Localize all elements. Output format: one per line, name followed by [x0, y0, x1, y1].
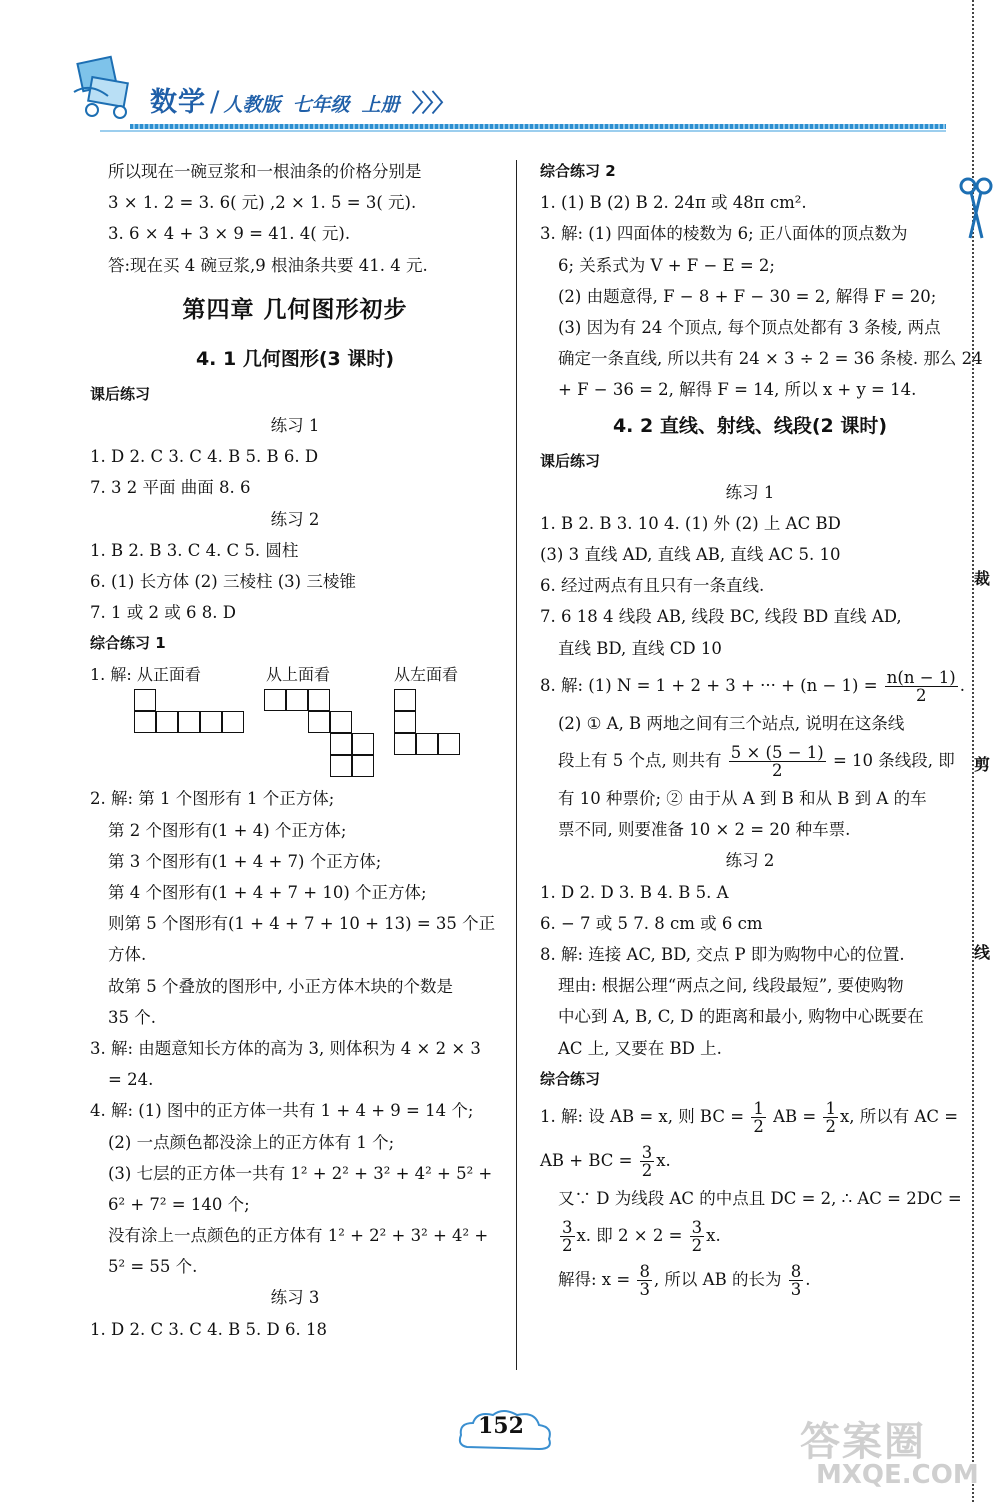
answer-line: 6. (1) 长方体 (2) 三棱柱 (3) 三棱锥	[90, 571, 356, 591]
exercise-heading: 练习 2	[270, 509, 320, 529]
margin-cut-label: 剪	[974, 755, 991, 774]
left-view-label: 从左面看	[394, 665, 459, 685]
fraction-numerator: 3	[641, 1142, 653, 1162]
text-span: x.	[656, 1150, 671, 1170]
header-subject: 数学	[150, 87, 206, 118]
subsection-label: 综合练习 2	[540, 162, 616, 180]
answer-line: (3) 因为有 24 个顶点, 每个顶点处都有 3 条棱, 两点	[558, 317, 941, 337]
exercise-heading: 练习 2	[725, 851, 775, 871]
answer-line: 6; 关系式为 V + F − E = 2;	[558, 255, 775, 275]
fraction	[637, 1263, 652, 1298]
answer-line: 则第 5 个图形有(1 + 4 + 7 + 10 + 13) = 35 个正	[108, 914, 496, 934]
text-span: = 10 条线段, 即	[832, 751, 955, 770]
exercise-heading: 练习 1	[725, 482, 775, 502]
fraction-denominator: 2	[562, 1236, 573, 1256]
answer-line: 第 2 个图形有(1 + 4) 个正方体;	[108, 820, 347, 840]
fraction-denominator: 3	[639, 1280, 650, 1300]
right-column	[540, 156, 983, 1302]
fraction-numerator: 8	[639, 1262, 650, 1282]
watermark: 答案圈	[800, 1419, 926, 1465]
text-span: x.	[706, 1226, 721, 1246]
section-title: 4. 1 几何图形(3 课时)	[195, 347, 395, 370]
answer-line: (3) 七层的正方体一共有 1² + 2² + 3² + 4² + 5² +	[108, 1163, 493, 1183]
fraction-numerator: 3	[562, 1218, 573, 1238]
header-arrows-icon: 〉〉〉	[411, 88, 454, 117]
fraction-denominator: 2	[825, 1116, 836, 1136]
answer-line: 6. − 7 或 5 7. 8 cm 或 6 cm	[540, 913, 763, 933]
fraction	[751, 1100, 766, 1135]
fraction	[690, 1219, 705, 1254]
text-span: , 所以 AB 的长为	[653, 1270, 782, 1290]
subsection-label: 课后练习	[540, 451, 601, 470]
answer-line: 1. (1) B (2) B 2. 24π 或 48π cm².	[540, 193, 807, 213]
answer-line: 票不同, 则要准备 10 × 2 = 20 种车票.	[558, 820, 851, 840]
answer-line: 7. 3 2 平面 曲面 8. 6	[90, 478, 251, 498]
answer-line: 第 4 个图形有(1 + 4 + 7 + 10) 个正方体;	[108, 883, 427, 902]
text-line: 3. 6 × 4 + 3 × 9 = 41. 4( 元).	[108, 224, 351, 244]
text-span: AB =	[773, 1106, 817, 1126]
answer-line: 第 3 个图形有(1 + 4 + 7) 个正方体;	[108, 851, 382, 871]
fraction-denominator: 2	[641, 1160, 653, 1180]
text-line: 答:现在买 4 碗豆浆,9 根油条共要 41. 4 元.	[108, 255, 428, 275]
answer-line	[540, 1214, 960, 1258]
fraction-denominator: 3	[790, 1280, 802, 1300]
margin-cut-label: 线	[974, 943, 991, 962]
text-span: 解得: x =	[558, 1270, 631, 1290]
answer-line: (2) 一点颜色都没涂上的正方体有 1 个;	[108, 1132, 395, 1152]
answer-line	[540, 739, 960, 783]
answer-line: 直线 BD, 直线 CD 10	[558, 638, 722, 658]
fraction-denominator: 2	[691, 1236, 703, 1256]
answer-line: = 24.	[108, 1070, 154, 1090]
answer-line: 确定一条直线, 所以共有 24 × 3 ÷ 2 = 36 条棱. 那么 24	[558, 349, 983, 369]
answer-line: AC 上, 又要在 BD 上.	[558, 1038, 722, 1058]
page-number: 152	[478, 1413, 524, 1439]
three-views-figure	[90, 665, 500, 783]
fraction-denominator: 2	[753, 1116, 764, 1136]
fraction	[560, 1219, 575, 1254]
answer-line: 没有涂上一点颜色的正方体有 1² + 2² + 3² + 4² +	[108, 1226, 489, 1246]
text-span: AB + BC =	[540, 1150, 633, 1170]
answer-line: 5² = 55 个.	[108, 1257, 198, 1277]
answer-line: 理由: 根据公理“两点之间, 线段最短”, 要使购物	[558, 976, 904, 996]
fraction-numerator: 5 × (5 − 1)	[730, 743, 824, 762]
subsection-label: 课后练习	[90, 384, 151, 403]
answer-line: 7. 6 18 4 线段 AB, 线段 BC, 线段 BD 直线 AD,	[540, 607, 902, 627]
text-span: .	[959, 675, 965, 695]
scissors-icon	[958, 176, 994, 246]
fraction	[885, 669, 958, 704]
header-logo-icon	[70, 52, 142, 120]
exercise-heading: 练习 1	[270, 415, 320, 435]
left-column	[90, 156, 500, 1345]
header-title	[150, 80, 454, 118]
answer-line: (2) ① A, B 两地之间有三个站点, 说明在这条线	[558, 713, 905, 733]
answer-line: 1. D 2. C 3. C 4. B 5. D 6. 18	[90, 1319, 327, 1339]
front-view-label: 1. 解: 从正面看	[90, 665, 201, 685]
text-span: .	[805, 1270, 811, 1290]
fraction-numerator: n(n − 1)	[886, 667, 956, 687]
fraction-numerator: 1	[753, 1098, 764, 1118]
answer-line	[540, 664, 965, 708]
answer-line: (3) 3 直线 AD, 直线 AB, 直线 AC 5. 10	[540, 545, 841, 565]
answer-line: 1. B 2. B 3. 10 4. (1) 外 (2) 上 AC BD	[540, 513, 841, 533]
answer-line: 6. 经过两点有且只有一条直线.	[540, 576, 765, 596]
header-edition: 人教版	[223, 94, 281, 116]
fraction-numerator: 8	[790, 1262, 802, 1282]
subsection-label: 综合练习	[540, 1069, 601, 1088]
text-span: 8. 解: (1) N = 1 + 2 + 3 + ··· + (n − 1) =	[540, 675, 878, 695]
fraction-denominator: 2	[916, 685, 927, 705]
fraction	[729, 744, 826, 779]
answer-line	[540, 1095, 960, 1139]
section-title: 4. 2 直线、射线、线段(2 课时)	[612, 414, 888, 437]
chapter-title: 第四章 几何图形初步	[182, 296, 408, 323]
fraction	[823, 1100, 838, 1135]
subsection-label: 综合练习 1	[90, 634, 166, 653]
answer-line: + F − 36 = 2, 解得 F = 14, 所以 x + y = 14.	[558, 380, 917, 400]
column-divider	[516, 160, 517, 1370]
top-view-label: 从上面看	[266, 665, 331, 685]
answer-line: 有 10 种票价; ② 由于从 A 到 B 和从 B 到 A 的车	[558, 789, 927, 808]
answer-line: 3. 解: 由题意知长方体的高为 3, 则体积为 4 × 2 × 3	[90, 1038, 481, 1058]
answer-line	[540, 1139, 960, 1183]
answer-line	[540, 1258, 960, 1302]
answer-line: 7. 1 或 2 或 6 8. D	[90, 603, 236, 623]
fraction-denominator: 2	[771, 761, 783, 780]
answer-line: 6² + 7² = 140 个;	[108, 1194, 250, 1214]
answer-line: 35 个.	[108, 1007, 156, 1027]
text-span: x. 即 2 × 2 =	[576, 1226, 683, 1246]
text-line: 所以现在一碗豆浆和一根油条的价格分别是	[108, 162, 422, 181]
answer-line: (2) 由题意得, F − 8 + F − 30 = 2, 解得 F = 20;	[558, 286, 937, 306]
answer-line: 2. 解: 第 1 个图形有 1 个正方体;	[90, 789, 335, 809]
exercise-heading: 练习 3	[270, 1288, 320, 1308]
fraction	[789, 1263, 804, 1298]
header-rule	[130, 124, 946, 129]
text-span: 段上有 5 个点, 则共有	[558, 751, 722, 770]
fraction	[640, 1144, 655, 1179]
answer-line: 1. B 2. B 3. C 4. C 5. 圆柱	[90, 540, 299, 560]
answer-line: 1. D 2. D 3. B 4. B 5. A	[540, 882, 729, 902]
answer-line: 8. 解: 连接 AC, BD, 交点 P 即为购物中心的位置.	[540, 944, 905, 964]
answer-line: 4. 解: (1) 图中的正方体一共有 1 + 4 + 9 = 14 个;	[90, 1101, 474, 1121]
margin-cut-label: 裁	[974, 569, 991, 588]
answer-line: 方体.	[108, 945, 147, 965]
text-line: 3 × 1. 2 = 3. 6( 元) ,2 × 1. 5 = 3( 元).	[108, 193, 417, 213]
text-span: 1. 解: 设 AB = x, 则 BC =	[540, 1106, 745, 1126]
fraction-numerator: 3	[691, 1218, 703, 1238]
text-span: x, 所以有 AC =	[839, 1106, 959, 1126]
header-slash: /	[210, 85, 220, 118]
header-grade: 七年级	[292, 94, 350, 116]
header-volume: 上册	[361, 94, 400, 116]
fraction-numerator: 1	[825, 1098, 836, 1118]
header-rule-secondary	[100, 130, 946, 132]
answer-line: 3. 解: (1) 四面体的棱数为 6; 正八面体的顶点数为	[540, 224, 908, 244]
answer-line: 故第 5 个叠放的图形中, 小正方体木块的个数是	[108, 976, 453, 996]
watermark-url: MXQE.COM	[816, 1460, 979, 1490]
answer-line: 1. D 2. C 3. C 4. B 5. B 6. D	[90, 447, 319, 467]
answer-line: 又∵ D 为线段 AC 的中点且 DC = 2, ∴ AC = 2DC =	[558, 1188, 962, 1208]
answer-line: 中心到 A, B, C, D 的距离和最小, 购物中心既要在	[558, 1007, 924, 1027]
